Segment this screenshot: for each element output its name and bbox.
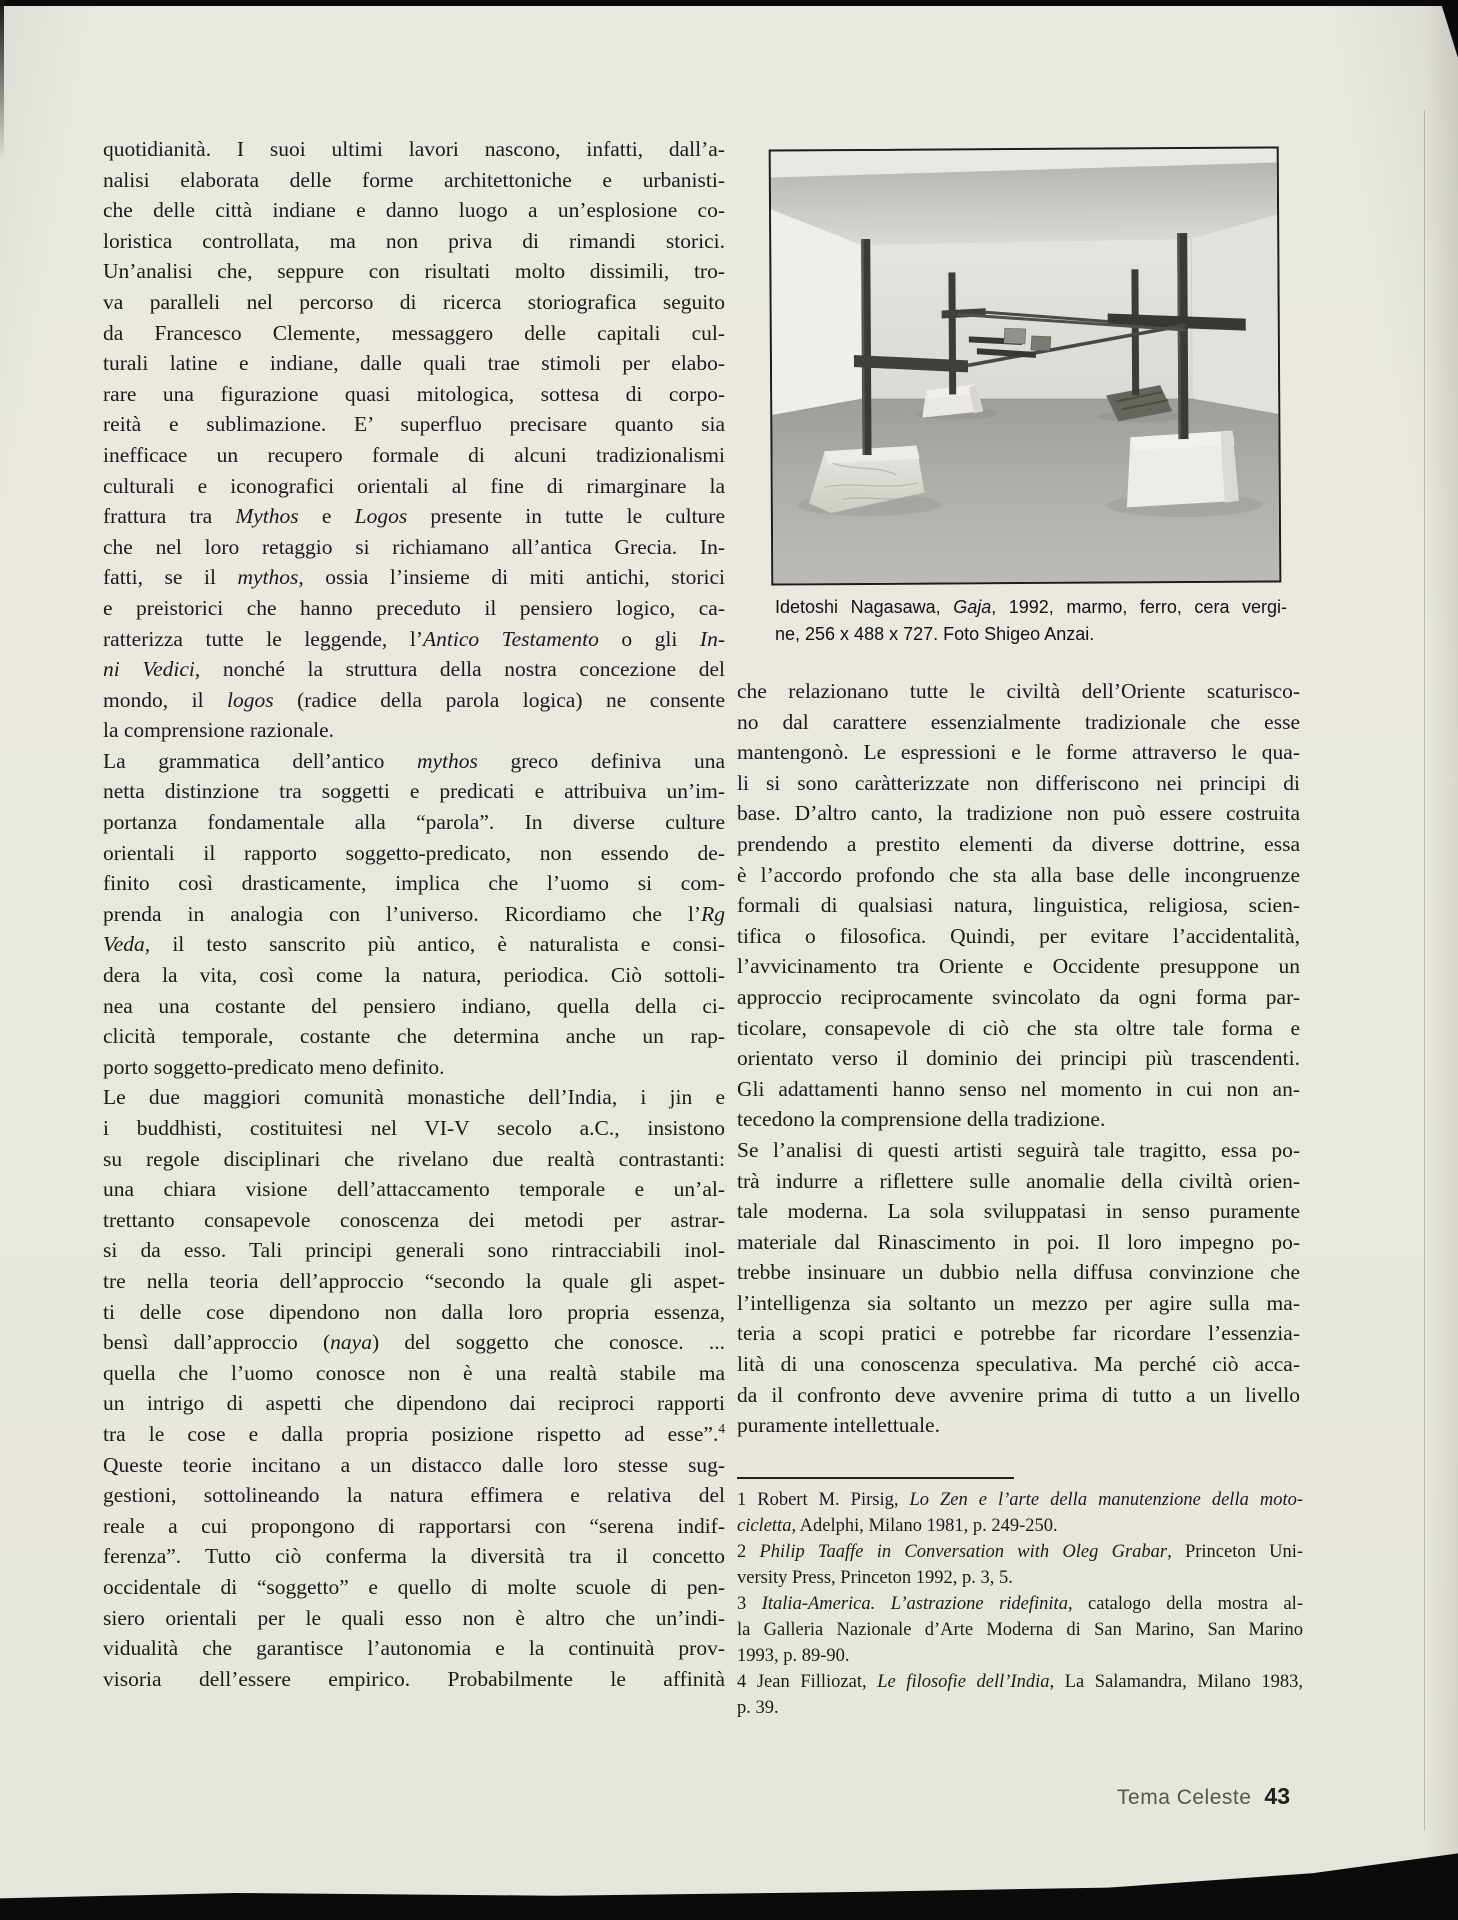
footnotes (737, 1487, 1303, 1721)
scan-tone-overlay (771, 148, 1280, 583)
text-line: 1993, p. 89-90. (737, 1646, 850, 1666)
text-line: turali latine e indiane, dalle quali trae stimoli per elabo- (103, 351, 725, 376)
text-line: trà indurre a riflettere sulle anomalie della civiltà orien- (737, 1168, 1300, 1193)
text-line: che delle città indiane e danno luogo a un’esplosione co- (103, 198, 725, 223)
text-line: clicità temporale, costante che determina anche un rap- (103, 1024, 725, 1049)
text-line: La grammatica dell’antico mythos greco definiva una (103, 748, 725, 773)
text-line: e preistorici che hanno preceduto il pensiero logico, ca- (103, 595, 725, 620)
text-line: che relazionano tutte le civiltà dell’Oriente scaturisco- (737, 679, 1300, 703)
text-line: mondo, il logos (radice della parola logica) ne consente (103, 687, 725, 712)
text-line: trettanto consapevole conoscenza dei metodi per astrar- (103, 1207, 725, 1232)
text-line: tre nella teoria dell’approccio “secondo la quale gli aspet- (103, 1268, 725, 1293)
text-line: approccio reciprocamente svincolato da ogni forma par- (737, 984, 1300, 1009)
text-line: la comprensione razionale. (103, 718, 335, 743)
text-line: siero orientali per le quali esso non è altro che un’indi- (103, 1605, 725, 1630)
text-line: ni Vedici, nonché la struttura della nostra concezione del (103, 657, 725, 682)
scan-edge-bottom (0, 1830, 1458, 1920)
text-line: tale moderna. La sola sviluppatasi in senso puramente (737, 1199, 1300, 1224)
text-line: orientato verso il dominio dei principi più trascendenti. (737, 1046, 1300, 1071)
text-line: visoria dell’essere empirico. Probabilmente le affinità (103, 1666, 725, 1691)
figure-caption (775, 594, 1287, 647)
text-line: l’intelligenza sia soltanto un mezzo per agire sulla ma- (737, 1290, 1300, 1315)
text-line: formali di qualsiasi natura, linguistica, religiosa, scien- (737, 893, 1300, 918)
text-line: una chiara visione dell’attaccamento temporale e un’al- (103, 1177, 725, 1202)
text-line: Se l’analisi di questi artisti seguirà tale tragitto, essa po- (737, 1137, 1300, 1162)
text-line: trebbe insinuare un dubbio nella diffusa convinzione che (737, 1260, 1300, 1285)
text-line: frattura tra Mythos e Logos presente in tutte le culture (103, 504, 725, 529)
text-line: fatti, se il mythos, ossia l’insieme di miti antichi, storici (103, 565, 725, 590)
text-line: Queste teorie incitano a un distacco dalle loro stesse sug- (103, 1452, 725, 1477)
text-line: quotidianità. I suoi ultimi lavori nascono, infatti, dall’a- (103, 137, 725, 161)
artwork-figure (770, 148, 1282, 584)
text-line: 3 Italia-America. L’astrazione ridefinita, catalogo della mostra al- (737, 1594, 1303, 1614)
text-line: ne, 256 x 488 x 727. Foto Shigeo Anzai. (775, 623, 1095, 644)
text-line: prendendo a prestito elementi da diverse dottrine, essa (737, 831, 1300, 856)
magazine-name: Tema Celeste (1117, 1786, 1252, 1809)
article-left-column (103, 134, 725, 1694)
text-line: netta distinzione tra soggetti e predicati e attribuiva un’im- (103, 779, 725, 804)
text-line: nalisi elaborata delle forme architettoniche e urbanisti- (103, 167, 725, 192)
scan-edge-top (0, 0, 1458, 6)
text-line: tecedono la comprensione della tradizione. (737, 1107, 1106, 1132)
text-line: nea una costante del pensiero indiano, quella della ci- (103, 993, 725, 1018)
artwork-photo (769, 146, 1282, 585)
text-line: cicletta, Adelphi, Milano 1981, p. 249-250. (737, 1516, 1058, 1536)
text-line: mantengonò. Le espressioni e le forme attraverso le qua- (737, 740, 1300, 765)
text-line: si da esso. Tali principi generali sono rintracciabili inol- (103, 1238, 725, 1263)
text-line: portanza fondamentale alla “parola”. In diverse culture (103, 810, 725, 835)
text-line: lità di una conoscenza speculativa. Ma perché ciò acca- (737, 1352, 1300, 1377)
text-line: che nel loro retaggio si richiamano all’antica Grecia. In- (103, 534, 725, 559)
text-line: culturali e iconografici orientali al fine di rimarginare la (103, 473, 725, 498)
text-line: p. 39. (737, 1698, 779, 1718)
text-line: teria a scopi pratici e potrebbe far ricordare l’essenzia- (737, 1321, 1300, 1346)
text-line: l’avvicinamento tra Oriente e Occidente presuppone un (737, 954, 1300, 979)
text-line: inefficace un recupero formale di alcuni tradizionalismi (103, 442, 725, 467)
text-line: tifica o filosofica. Quindi, per evitare l’accidentalità, (737, 923, 1300, 948)
article-right-column (737, 676, 1300, 1441)
text-line: vidualità che garantisce l’autonomia e la continuità prov- (103, 1636, 725, 1661)
text-line: li si sono caràtterizzate non differiscono nei principi di (737, 770, 1300, 795)
text-line: da Francesco Clemente, messaggero delle capitali cul- (103, 320, 725, 345)
text-line: ferenza”. Tutto ciò conferma la diversità tra il concetto (103, 1544, 725, 1569)
text-line: Veda, il testo sanscrito più antico, è naturalista e consi- (103, 932, 725, 957)
text-line: bensì dall’approccio (naya) del soggetto che conosce. ... (103, 1330, 725, 1355)
text-line: quella che l’uomo conosce non è una realtà stabile ma (103, 1360, 725, 1385)
text-line: la Galleria Nazionale d’Arte Moderna di San Marino, San Marino (737, 1620, 1303, 1640)
text-line: 2 Philip Taaffe in Conversation with Oleg Grabar, Princeton Uni- (737, 1542, 1303, 1562)
page-number: 43 (1264, 1783, 1290, 1809)
text-line: reale a cui propongono di rapportarsi con “serena indif- (103, 1513, 725, 1538)
text-line: è l’accordo profondo che sta alla base delle incongruenze (737, 862, 1300, 887)
text-line: da il confronto deve avvenire prima di tutto a un livello (737, 1382, 1300, 1407)
text-line: tra le cose e dalla propria posizione rispetto ad esse”.$^4$ (103, 1420, 725, 1446)
text-line: un intrigo di aspetti che dipendono dai reciproci rapporti (103, 1391, 725, 1416)
text-line: 1 Robert M. Pirsig, Lo Zen e l’arte della manutenzione della moto- (737, 1490, 1303, 1510)
text-line: i buddhisti, costituitesi nel VI-V secolo a.C., insistono (103, 1116, 725, 1140)
text-line: versity Press, Princeton 1992, p. 3, 5. (737, 1568, 1013, 1588)
text-line: ticolare, consapevole di ciò che sta oltre tale forma e (737, 1015, 1300, 1040)
text-line: Gli adattamenti hanno senso nel momento in cui non an- (737, 1076, 1300, 1101)
text-line: puramente intellettuale. (737, 1413, 940, 1438)
text-line: rare una figurazione quasi mitologica, sottesa di corpo- (103, 381, 725, 406)
page-edge-shading (1424, 0, 1458, 1920)
text-line: Idetoshi Nagasawa, Gaja, 1992, marmo, ferro, cera vergi- (775, 597, 1287, 617)
text-line: loristica controllata, ma non priva di rimandi storici. (103, 228, 725, 253)
footnote-separator-rule (737, 1477, 1014, 1479)
scan-edge-left (0, 0, 4, 160)
text-line: finito così drasticamente, implica che l’uomo si com- (103, 871, 725, 896)
installation-photo-svg (771, 148, 1280, 583)
page-footer (737, 1783, 1290, 1810)
text-line: base. D’altro canto, la tradizione non può essere costruita (737, 801, 1300, 826)
text-line: porto soggetto-predicato meno definito. (103, 1054, 445, 1079)
text-line: occidentale di “soggetto” e quello di molte scuole di pen- (103, 1574, 725, 1599)
text-line: prenda in analogia con l’universo. Ricordiamo che l’Rg (103, 901, 725, 926)
text-line: va paralleli nel percorso di ricerca storiografica seguito (103, 289, 725, 314)
text-line: orientali il rapporto soggetto-predicato, non essendo de- (103, 840, 725, 865)
text-line: reità e sublimazione. E’ superfluo precisare quanto sia (103, 412, 725, 437)
text-line: ti delle cose dipendono non dalla loro propria essenza, (103, 1299, 725, 1324)
text-line: no dal carattere essenzialmente tradizionale che esse (737, 709, 1300, 734)
text-line: 4 Jean Filliozat, Le filosofie dell’India, La Salamandra, Milano 1983, (737, 1672, 1303, 1692)
text-line: su regole disciplinari che rivelano due realtà contrastanti: (103, 1146, 725, 1171)
text-line: Le due maggiori comunità monastiche dell’India, i jin e (103, 1085, 725, 1110)
text-line: gestioni, sottolineando la natura effimera e relativa del (103, 1483, 725, 1508)
text-line: Un’analisi che, seppure con risultati molto dissimili, tro- (103, 259, 725, 284)
text-line: dera la vita, così come la natura, periodica. Ciò sottoli- (103, 963, 725, 988)
text-line: ratterizza tutte le leggende, l’Antico Testamento o gli In- (103, 626, 725, 651)
text-line: materiale dal Rinascimento in poi. Il loro impegno po- (737, 1229, 1300, 1254)
